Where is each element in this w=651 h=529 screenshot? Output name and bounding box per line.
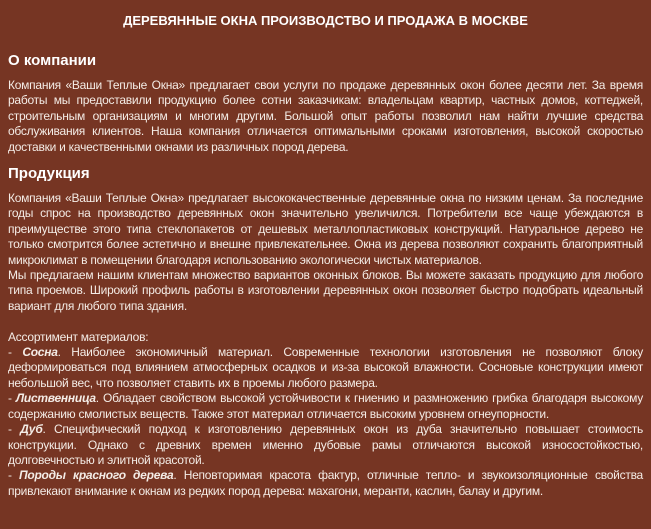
- dash: -: [8, 468, 19, 483]
- products-heading: Продукция: [8, 165, 90, 183]
- material-item: [8, 468, 643, 499]
- material-name: Сосна: [22, 345, 58, 360]
- about-heading: О компании: [8, 52, 97, 69]
- material-desc: . Наиболее экономичный материал. Современные технологии изготовления не позволяют блоку деформироваться под влиянием атмосферных осадков и из-за высокой влажности. Сосновые конструкции имеют небольшой вес, что позволяет ставить их в проемы любого размера.: [8, 345, 643, 390]
- material-name: Дуб: [20, 422, 43, 437]
- dash: -: [8, 422, 21, 437]
- material-name: Лиственница: [15, 391, 96, 406]
- page-title: ДЕРЕВЯННЫЕ ОКНА ПРОИЗВОДСТВО И ПРОДАЖА В МОСКВЕ: [123, 13, 528, 28]
- material-item: [8, 422, 643, 468]
- materials-intro: Ассортимент материалов:: [8, 329, 149, 344]
- material-name: Породы красного дерева: [18, 468, 174, 483]
- material-desc: . Специфический подход к изготовлению деревянных окон из дуба значительно повышает стоимость конструкции. Однако с древних времен именно дубовые рамы отличаются высокой износостойкостью, долговечностью и элитной красотой.: [8, 422, 643, 467]
- products-text-2: Мы предлагаем нашим клиентам множество вариантов оконных блоков. Вы можете заказать продукцию для любого типа проемов. Широкий профиль работы в изготовлении деревянных окон позволяет быстро подобрать идеальный вариант для любого типа здания.: [8, 268, 643, 313]
- material-desc: . Неповторимая красота фактур, отличные тепло- и звукоизоляционные свойства привлекают внимание к окнам из редких пород дерева: махагони, меранти, каслин, балау и другим.: [8, 468, 643, 498]
- material-item: [8, 345, 643, 391]
- about-text: Компания «Ваши Теплые Окна» предлагает свои услуги по продаже деревянных окон более десяти лет. За время работы мы предоставили продукцию более сотни заказчикам: владельцам квартир, частных домов, коттеджей, строительным организациям и многим другим. Большой опыт работы позволил нам найти лучшие средства обслуживания клиентов. Наша компания отличается оптимальными сроками изготовления, высокой скоростью доставки и качественными окнами из различных пород дерева.: [8, 78, 643, 154]
- dash: -: [8, 391, 16, 406]
- spacer: [8, 314, 643, 329]
- products-text-1: Компания «Ваши Теплые Окна» предлагает высококачественные деревянные окна по низким ценам. За последние годы спрос на производство деревянных окон значительно увеличился. Потребители все чаще убеждаются в преимуществе этого типа стеклопакетов от дешевых металлопластиковых конструкций. Натуральное дерево не только смотрится более эстетично и внешне привлекательнее. Окна из дерева позволяют сохранить благоприятный микроклимат в помещении благодаря использованию экологически чистых материалов.: [8, 191, 643, 267]
- dash: -: [8, 345, 23, 360]
- material-desc: . Обладает свойством высокой устойчивости к гниению и размножению грибка благодаря высокому содержанию смолистых веществ. Также этот материал отличается высоким уровнем огнеупорности.: [8, 391, 643, 421]
- material-item: [8, 391, 643, 422]
